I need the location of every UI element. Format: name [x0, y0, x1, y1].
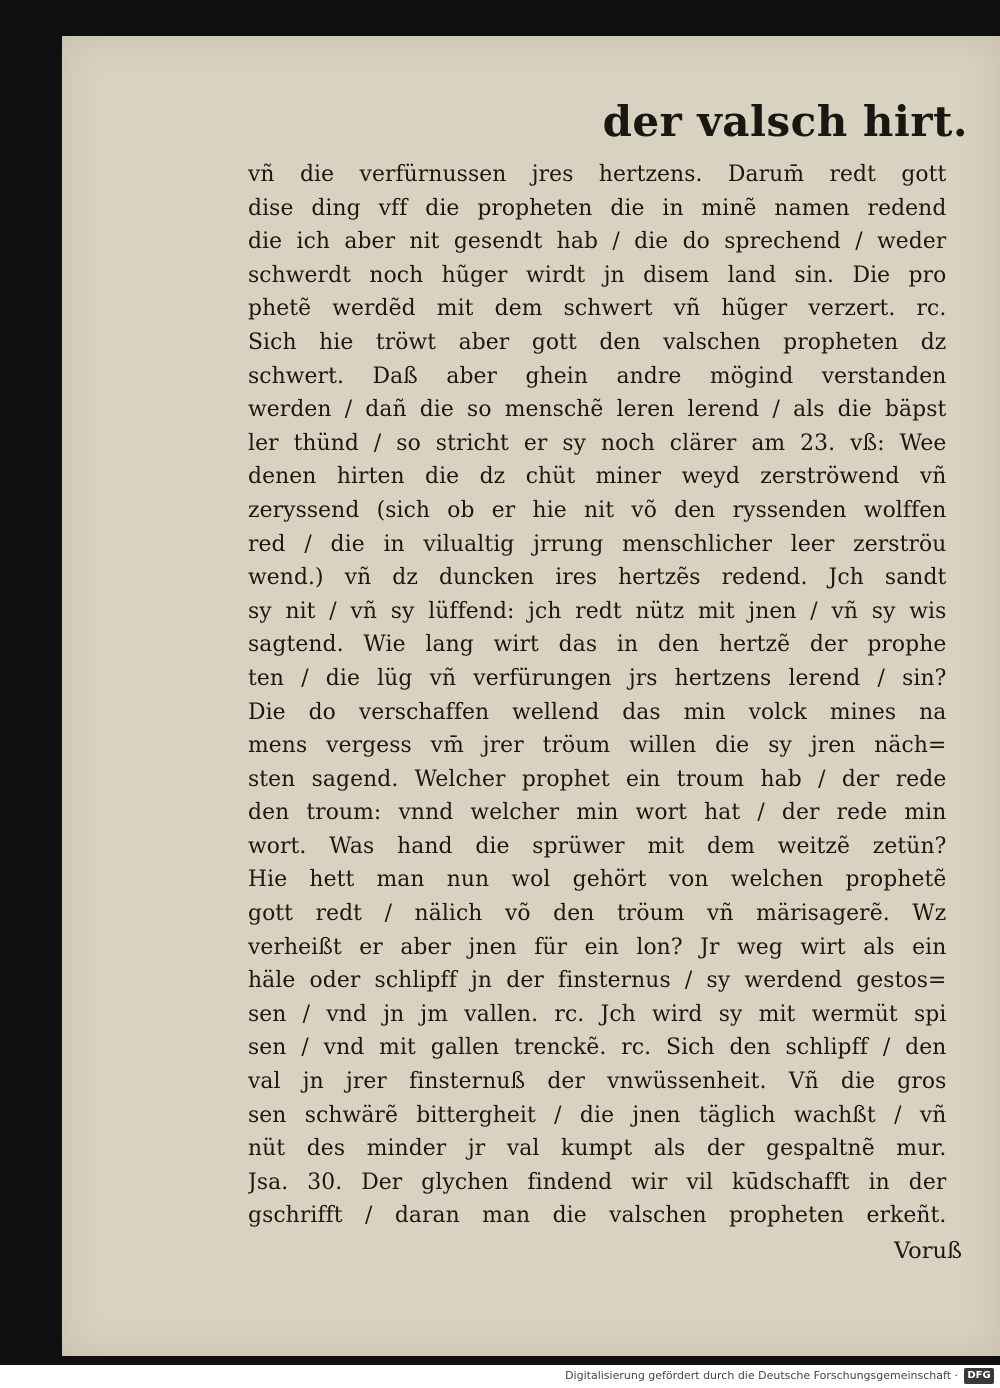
text-line: sen / vnd jn jm vallen. rc. Jch wird sy mit wermüt spi — [248, 1000, 947, 1027]
body-text — [248, 158, 968, 1233]
text-line: schwert. Daß aber ghein andre mögind verstanden — [248, 362, 947, 389]
text-line: zeryssend (sich ob er hie nit võ den ryssenden wolffen — [248, 496, 947, 523]
text-line: verheißt er aber jnen für ein lon? Jr weg wirt als ein — [248, 933, 947, 960]
text-line: sy nit / vñ sy lüffend: jch redt nütz mit jnen / vñ sy wis — [248, 597, 947, 624]
text-line: red / die in vilualtig jrrung menschlicher leer zerströu — [248, 530, 947, 557]
text-line: ten / die lüg vñ verfürungen jrs hertzens lerend / sin? — [248, 664, 947, 691]
text-line: die ich aber nit gesendt hab / die do sprechend / weder — [248, 228, 947, 255]
book-page — [62, 36, 1000, 1356]
text-line: sten sagend. Welcher prophet ein troum hab / der rede — [248, 765, 947, 792]
text-line: Hie hett man nun wol gehört von welchen prophetẽ — [248, 866, 947, 893]
text-line: den troum: vnnd welcher min wort hat / der rede min — [248, 799, 947, 826]
text-line: phetẽ werdẽd mit dem schwert vñ hũger verzert. rc. — [248, 295, 947, 322]
text-line: Die do verschaffen wellend das min volck mines na — [248, 698, 947, 725]
text-block — [248, 96, 968, 1267]
text-line: nüt des minder jr val kumpt als der gespaltnẽ mur. — [248, 1135, 947, 1162]
text-line: sen / vnd mit gallen trenckẽ. rc. Sich den schlipff / den — [248, 1034, 947, 1061]
text-line: Sich hie tröwt aber gott den valschen propheten dz — [248, 328, 947, 355]
text-line: val jn jrer finsternuß der vnwüssenheit. Vñ die gros — [248, 1068, 947, 1095]
text-line: häle oder schlipff jn der finsternus / sy werdend gestos= — [248, 967, 947, 994]
dfg-logo-icon: DFG — [964, 1368, 994, 1384]
text-line: ler thünd / so stricht er sy noch clärer am 23. vß: Wee — [248, 429, 947, 456]
text-line: vñ die verfürnussen jres hertzens. Darum̄ redt gott — [248, 161, 947, 187]
text-line: sagtend. Wie lang wirt das in den hertzẽ der prophe — [248, 631, 947, 658]
text-line: sen schwärẽ bittergheit / die jnen täglich wachßt / vñ — [248, 1101, 947, 1128]
running-head: der valsch hirt. — [602, 97, 968, 146]
text-line: mens vergess vm̄ jrer tröum willen die sy jren näch= — [248, 732, 947, 759]
text-line: wort. Was hand die sprüwer mit dem weitzẽ zetün? — [248, 832, 947, 859]
text-line: gott redt / nälich võ den tröum vñ märisagerẽ. Wz — [248, 900, 947, 927]
text-line: werden / dañ die so menschẽ leren lerend / als die bäpst — [248, 396, 947, 423]
text-line: dise ding vff die propheten die in minẽ namen redend — [248, 194, 947, 221]
text-line: gschrifft / daran man die valschen propheten erkeñt. — [248, 1202, 947, 1229]
text-line: denen hirten die dz chüt miner weyd zerströwend vñ — [248, 463, 947, 490]
catchword: Voruß — [893, 1238, 962, 1264]
funding-credit: Digitalisierung gefördert durch die Deutsche Forschungsgemeinschaft · — [565, 1369, 958, 1382]
footer-bar — [0, 1365, 1000, 1388]
text-line: wend.) vñ dz duncken ires hertzẽs redend. Jch sandt — [248, 564, 947, 591]
text-line: Jsa. 30. Der glychen findend wir vil kūdschafft in der — [248, 1168, 947, 1195]
text-line: schwerdt noch hũger wirdt jn disem land sin. Die pro — [248, 261, 947, 288]
